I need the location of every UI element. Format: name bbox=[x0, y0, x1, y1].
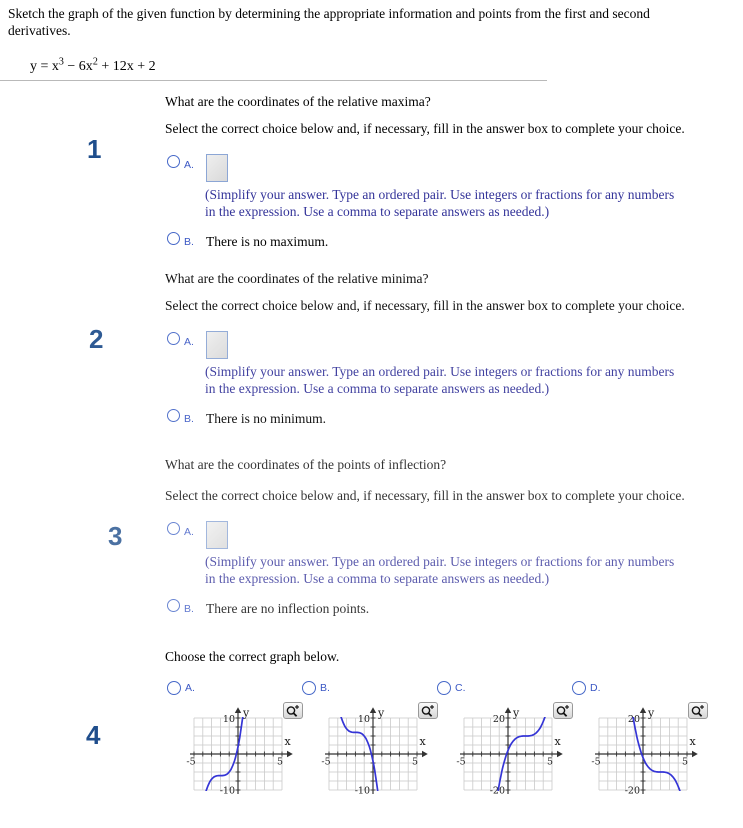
y-axis-max-label: 20 bbox=[492, 714, 505, 725]
question-number: 2 bbox=[89, 324, 104, 354]
graph-b-label: B. bbox=[320, 682, 330, 694]
answer-input-box-q1[interactable] bbox=[206, 154, 228, 182]
x-axis-title: x bbox=[419, 735, 426, 748]
x-axis-title: x bbox=[554, 735, 561, 748]
choice-b-label: B. bbox=[184, 236, 194, 248]
answer-input-box-q2[interactable] bbox=[206, 331, 228, 359]
radio-graph-b[interactable] bbox=[302, 681, 316, 695]
x-axis-min-label: -5 bbox=[591, 756, 601, 768]
choice-b-label: B. bbox=[184, 603, 194, 615]
function-equation bbox=[30, 58, 156, 75]
x-axis-min-label: -5 bbox=[456, 756, 466, 768]
question-prompt: Choose the correct graph below. bbox=[165, 649, 340, 664]
radio-graph-a[interactable] bbox=[167, 681, 181, 695]
answer-format-hint: (Simplify your answer. Type an ordered pair. Use integers or fractions for any numbers in the expression. Use a comma to separate answers as needed.) bbox=[205, 554, 675, 586]
answer-format-hint: (Simplify your answer. Type an ordered pair. Use integers or fractions for any numbers in the expression. Use a comma to separate answers as needed.) bbox=[205, 364, 675, 396]
equation-part: + 12x + 2 bbox=[97, 59, 156, 74]
radio-q1-choice-a[interactable] bbox=[167, 155, 180, 168]
equation-part: y = x bbox=[30, 59, 59, 74]
x-axis-max-label: 5 bbox=[546, 756, 554, 768]
radio-graph-c[interactable] bbox=[437, 681, 451, 695]
choice-b-label: B. bbox=[184, 413, 194, 425]
y-axis-max-label: 20 bbox=[627, 714, 640, 725]
divider-line bbox=[0, 80, 547, 81]
choice-a-label: A. bbox=[184, 336, 194, 348]
graph-a-plot bbox=[177, 705, 295, 811]
graph-choice-a bbox=[165, 679, 293, 811]
x-axis-max-label: 5 bbox=[411, 756, 419, 768]
question-number: 3 bbox=[108, 521, 123, 551]
radio-q1-choice-b[interactable] bbox=[167, 232, 180, 245]
question-prompt: What are the coordinates of the points of inflection? bbox=[165, 457, 447, 472]
graph-d-label: D. bbox=[590, 682, 601, 694]
x-axis-min-label: -5 bbox=[321, 756, 331, 768]
x-axis-min-label: -5 bbox=[186, 756, 196, 768]
y-axis-min-label: -20 bbox=[489, 785, 505, 797]
answer-format-hint: (Simplify your answer. Type an ordered pair. Use integers or fractions for any numbers in the expression. Use a comma to separate answers as needed.) bbox=[205, 187, 675, 219]
choice-b-text: There is no minimum. bbox=[206, 411, 326, 426]
y-axis-min-label: -20 bbox=[624, 785, 640, 797]
choice-a-label: A. bbox=[184, 526, 194, 538]
radio-graph-d[interactable] bbox=[572, 681, 586, 695]
choice-b-text: There is no maximum. bbox=[206, 234, 329, 249]
question-2-section bbox=[0, 270, 743, 428]
y-axis-min-label: -10 bbox=[219, 785, 235, 797]
graph-c-label: C. bbox=[455, 682, 466, 694]
select-choice-instruction: Select the correct choice below and, if necessary, fill in the answer box to complete your choice. bbox=[165, 121, 685, 136]
graph-a-label: A. bbox=[185, 682, 195, 694]
select-choice-instruction: Select the correct choice below and, if necessary, fill in the answer box to complete your choice. bbox=[165, 298, 685, 313]
y-axis-max-label: 10 bbox=[357, 714, 370, 725]
graph-c-plot bbox=[447, 705, 565, 811]
choice-b-text: There are no inflection points. bbox=[206, 601, 370, 616]
question-prompt: What are the coordinates of the relative maxima? bbox=[165, 94, 431, 109]
select-choice-instruction: Select the correct choice below and, if necessary, fill in the answer box to complete your choice. bbox=[165, 488, 685, 503]
x-axis-title: x bbox=[284, 735, 291, 748]
radio-q3-choice-a[interactable] bbox=[167, 522, 180, 535]
x-axis-max-label: 5 bbox=[276, 756, 284, 768]
equation-exponent: 2 bbox=[92, 56, 98, 68]
radio-q2-choice-a[interactable] bbox=[167, 332, 180, 345]
choice-a-label: A. bbox=[184, 159, 194, 171]
y-axis-title: y bbox=[513, 706, 520, 720]
y-axis-min-label: -10 bbox=[354, 785, 370, 797]
question-number: 4 bbox=[86, 720, 101, 750]
equation-part: − 6x bbox=[63, 59, 93, 74]
question-4-section bbox=[0, 648, 743, 811]
graph-choices-row bbox=[165, 679, 743, 811]
graph-choice-b bbox=[300, 679, 428, 811]
question-prompt: What are the coordinates of the relative minima? bbox=[165, 271, 429, 286]
equation-exponent: 3 bbox=[58, 56, 64, 68]
graph-choice-c bbox=[435, 679, 563, 811]
graph-b-plot bbox=[312, 705, 430, 811]
y-axis-title: y bbox=[378, 706, 385, 720]
zoom-in-icon[interactable] bbox=[688, 702, 708, 719]
radio-q2-choice-b[interactable] bbox=[167, 409, 180, 422]
graph-d-plot bbox=[582, 705, 700, 811]
y-axis-title: y bbox=[648, 706, 655, 720]
answer-input-box-q3[interactable] bbox=[206, 521, 228, 549]
question-number: 1 bbox=[87, 134, 102, 164]
x-axis-title: x bbox=[689, 735, 696, 748]
question-3-section bbox=[0, 456, 743, 618]
exercise-instructions: Sketch the graph of the given function by determining the appropriate information and points from the first and second derivatives. bbox=[8, 6, 650, 38]
radio-q3-choice-b[interactable] bbox=[167, 599, 180, 612]
y-axis-max-label: 10 bbox=[222, 714, 235, 725]
x-axis-max-label: 5 bbox=[681, 756, 689, 768]
question-1-section bbox=[0, 93, 743, 251]
y-axis-title: y bbox=[243, 706, 250, 720]
graph-choice-d bbox=[570, 679, 698, 811]
